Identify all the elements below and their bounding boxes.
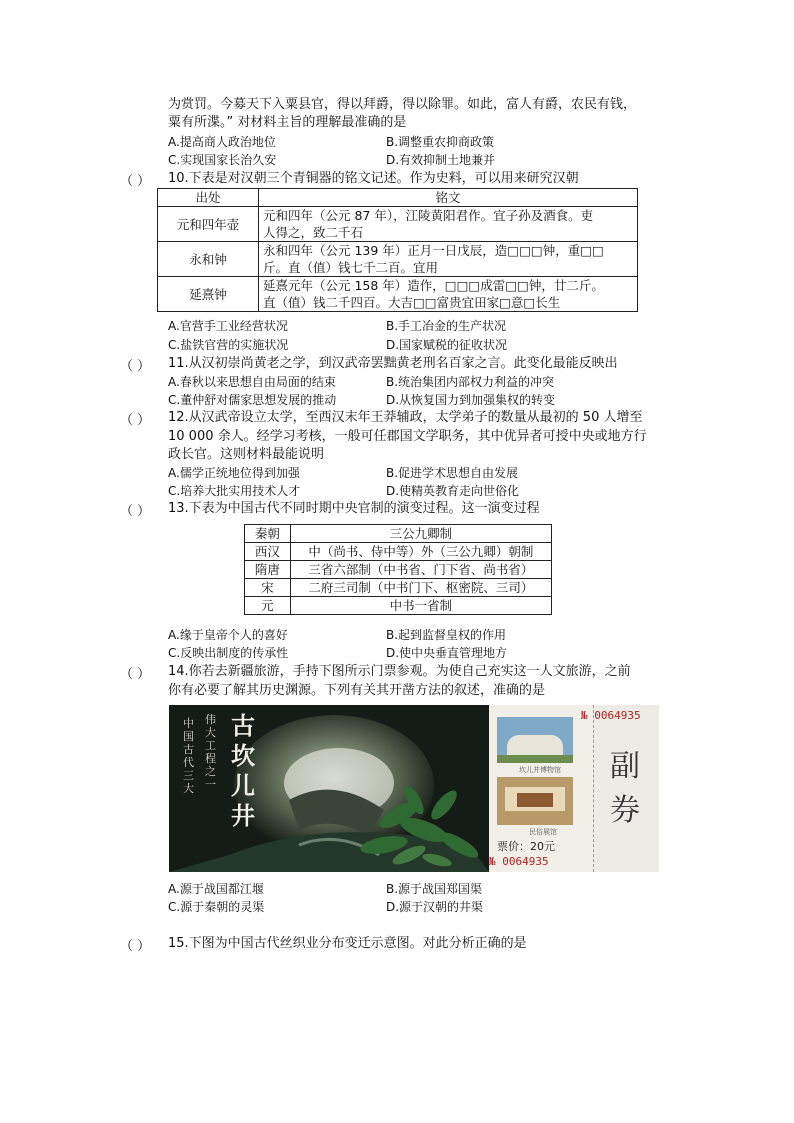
q11-option-d: D.从恢复国力到加强集权的转变 (386, 393, 556, 407)
q9-text-line1: 为赏罚。今募天下入粟县官，得以拜爵，得以除罪。如此，富人有爵，农民有钱， (168, 97, 637, 112)
ticket-serial-bottom: № 0064935 (489, 855, 549, 868)
q12-text-line1: 12.从汉武帝设立太学，至西汉末年王莽辅政，太学弟子的数量从最初的 50 人增至 (168, 410, 643, 425)
museum-photo (497, 717, 573, 763)
ticket-price: 票价：20元 (497, 840, 555, 853)
q13-row4-dynasty: 宋 (245, 579, 291, 597)
q12-text-line2: 10 000 余人。经学习考核，一般可任郡国文学职务，其中优异者可授中央或地方行 (168, 429, 647, 444)
ticket-serial-top: № 0064935 (581, 709, 641, 722)
ticket-caption-small-2: 伟大工程之一 (205, 713, 216, 791)
q12-option-a: A.儒学正统地位得到加强 (168, 466, 300, 480)
q13-table (244, 524, 552, 615)
q13-row1-dynasty: 秦朝 (245, 525, 291, 543)
q10-row2-source: 永和钟 (158, 242, 259, 277)
q13-option-b: B.起到监督皇权的作用 (386, 628, 507, 642)
table-row (245, 579, 552, 597)
q9-option-c: C.实现国家长治久安 (168, 153, 277, 167)
q13-row2-system: 中（尚书、侍中等）外（三公九卿）朝制 (290, 543, 551, 561)
q13-option-c: C.反映出制度的传承性 (168, 646, 289, 660)
q11-option-a: A.春秋以来思想自由局面的结束 (168, 375, 336, 389)
q14-text-line1: 14.你若去新疆旅游，手持下图所示门票参观。为使自己充实这一人文旅游，之前 (168, 664, 631, 679)
q9-option-a: A.提高商人政治地位 (168, 135, 276, 149)
q10-row3-text: 延熹元年（公元 158 年）造作，□□□成雷□□钟，廿二斤。 直（值）钱二千四百。大吉□□富贵宜田家□意□长生 (259, 277, 638, 312)
q11-answer-blank: （ ） (120, 359, 151, 374)
q14-answer-blank: （ ） (120, 667, 151, 682)
q11-option-b: B.统治集团内部权力利益的冲突 (386, 375, 555, 389)
q10-option-c: C.盐铁官营的实施状况 (168, 338, 289, 352)
q14-text-line2: 你有必要了解其历史渊源。下列有关其开凿方法的叙述，准确的是 (168, 683, 546, 698)
q12-text-line3: 政长官。这则材料最能说明 (168, 447, 325, 462)
exhibit-photo (497, 777, 573, 825)
q12-option-c: C.培养大批实用技术人才 (168, 484, 301, 498)
q10-row1-text: 元和四年（公元 87 年），江陵黄阳君作。宜子孙及酒食。吏 人得之，致二千石 (259, 207, 638, 242)
q10-stem: 10.下表是对汉朝三个青铜器的铭文记述。作为史料，可以用来研究汉朝 (168, 171, 579, 186)
ticket-stub-label: 副券 (610, 749, 640, 828)
q14-option-d: D.源于汉朝的井渠 (386, 900, 484, 914)
ticket-photo (169, 705, 659, 872)
q13-row5-system: 中书一省制 (290, 597, 551, 615)
table-row (245, 597, 552, 615)
q10-row3-source: 延熹钟 (158, 277, 259, 312)
q13-row2-dynasty: 西汉 (245, 543, 291, 561)
table-row (158, 189, 638, 207)
q12-option-d: D.使精英教育走向世俗化 (386, 484, 520, 498)
q10-header-text: 铭文 (259, 189, 638, 207)
ticket-stub (593, 705, 659, 872)
q10-option-d: D.国家赋税的征收状况 (386, 338, 508, 352)
q13-stem: 13.下表为中国古代不同时期中央官制的演变过程。这一演变过程 (168, 501, 540, 516)
q10-option-a: A.官营手工业经营状况 (168, 319, 288, 333)
q10-answer-blank: （ ） (120, 174, 151, 189)
q10-header-source: 出处 (158, 189, 259, 207)
q14-option-c: C.源于秦朝的灵渠 (168, 900, 265, 914)
ticket-caption-small-1: 中国古代三大 (183, 717, 194, 795)
q13-row3-dynasty: 隋唐 (245, 561, 291, 579)
q14-option-b: B.源于战国郑国渠 (386, 882, 483, 896)
q13-row3-system: 三省六部制（中书省、门下省、尚书省） (290, 561, 551, 579)
table-row (245, 561, 552, 579)
q13-option-d: D.使中央垂直管理地方 (386, 646, 508, 660)
table-row (158, 207, 638, 242)
q10-table (157, 188, 638, 312)
q13-row5-dynasty: 元 (245, 597, 291, 615)
q12-answer-blank: （ ） (120, 413, 151, 428)
table-row (245, 525, 552, 543)
q11-option-c: C.董仲舒对儒家思想发展的推动 (168, 393, 337, 407)
q10-row1-source: 元和四年壶 (158, 207, 259, 242)
table-row (158, 277, 638, 312)
q15-stem: 15.下图为中国古代丝织业分布变迁示意图。对此分析正确的是 (168, 936, 527, 951)
q13-option-a: A.缘于皇帝个人的喜好 (168, 628, 288, 642)
q11-stem: 11.从汉初崇尚黄老之学，到汉武帝罢黜黄老刑名百家之言。此变化最能反映出 (168, 356, 618, 371)
q9-option-b: B.调整重农抑商政策 (386, 135, 495, 149)
q15-answer-blank: （ ） (120, 939, 151, 954)
q12-option-b: B.促进学术思想自由发展 (386, 466, 519, 480)
q13-answer-blank: （ ） (120, 504, 151, 519)
table-row (245, 543, 552, 561)
q13-row4-system: 二府三司制（中书门下、枢密院、三司） (290, 579, 551, 597)
q13-row1-system: 三公九卿制 (290, 525, 551, 543)
q10-option-b: B.手工冶金的生产状况 (386, 319, 507, 333)
table-row (158, 242, 638, 277)
exhibit-photo-caption: 民俗展馆 (529, 828, 557, 836)
q9-option-d: D.有效抑制土地兼并 (386, 153, 496, 167)
q10-row2-text: 永和四年（公元 139 年）正月一日戊辰，造□□□钟，重□□ 斤。直（值）钱七千二百。宜用 (259, 242, 638, 277)
q9-text-line2: 粟有所渫。” 对材料主旨的理解最准确的是 (168, 115, 407, 130)
q14-option-a: A.源于战国都江堰 (168, 882, 264, 896)
museum-photo-caption: 坎儿井博物馆 (519, 766, 561, 774)
ticket-title: 古坎儿井 (231, 712, 255, 830)
